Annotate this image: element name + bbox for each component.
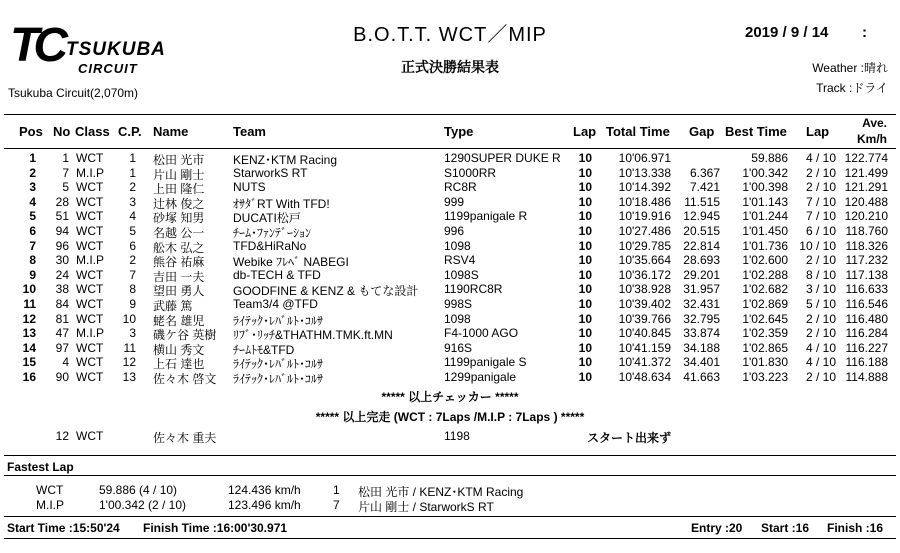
result-ave-speed: 116.227 [845, 340, 888, 355]
result-gap: 34.401 [683, 355, 720, 370]
fastest-row [0, 483, 900, 498]
result-no: 97 [55, 340, 69, 355]
result-team: KENZ･KTM Racing [233, 153, 338, 167]
result-team: ｵｻﾀﾞRT With TFD! [233, 196, 330, 211]
result-lap: 10 [578, 180, 592, 195]
result-gap: 34.188 [683, 340, 720, 355]
page-title: B.O.T.T. WCT／MIP [353, 24, 547, 46]
result-lap: 10 [578, 282, 592, 297]
table-row [0, 180, 900, 195]
result-no: 90 [55, 370, 69, 384]
table-row [0, 326, 900, 341]
result-gap: 41.663 [683, 370, 720, 384]
result-name: 吉田 一夫 [153, 269, 205, 284]
result-gap: 28.693 [683, 253, 720, 268]
result-type: 1199panigale S [444, 355, 527, 370]
result-gap: 32.795 [683, 311, 720, 326]
result-pos: 11 [23, 297, 36, 311]
fastest-top-rule [4, 455, 896, 456]
fastest-class: WCT [36, 483, 64, 497]
fastest-speed: 123.496 km/h [228, 498, 301, 512]
result-team: ﾗｲﾃｯｸ･ﾚﾊﾞﾙﾄ･ｺﾙｻ [233, 313, 324, 328]
result-type: 1098S [444, 267, 479, 282]
result-ave-speed: 118.760 [845, 224, 888, 238]
result-type: S1000RR [444, 165, 497, 180]
result-total-time: 10'18.486 [618, 194, 671, 209]
col-lap-header: Lap [573, 124, 597, 139]
result-class: M.I.P [76, 326, 105, 341]
result-best-lap: 2 / 10 [805, 165, 836, 180]
result-cp: 6 [129, 238, 136, 253]
result-cp: 2 [129, 180, 136, 195]
entry-count: Entry :20 [691, 521, 743, 535]
result-pos: 1 [29, 151, 36, 165]
result-type: 999 [444, 194, 465, 209]
table-row [0, 282, 900, 297]
result-lap: 10 [578, 326, 592, 341]
result-best-lap: 3 / 10 [805, 282, 836, 297]
result-gap: 11.515 [684, 194, 720, 209]
result-pos: 7 [29, 238, 36, 253]
result-best-lap: 6 / 10 [805, 224, 836, 238]
col-team-header: Team [233, 124, 266, 139]
logo-circuit-text: CIRCUIT [78, 61, 138, 76]
result-name: 上石 達也 [153, 357, 205, 372]
dns-name: 佐々木 重夫 [153, 431, 217, 445]
result-class: WCT [76, 238, 104, 253]
col-best-header: Best Time [725, 124, 787, 139]
dns-row [0, 429, 900, 444]
result-team: GOODFINE & KENZ & もてな設計 [233, 284, 419, 299]
result-total-time: 10'48.634 [618, 370, 671, 384]
result-ave-speed: 116.546 [845, 297, 888, 311]
result-pos: 3 [29, 180, 36, 195]
result-no: 94 [55, 224, 69, 238]
start-count: Start :16 [761, 521, 810, 535]
result-name: 名越 公一 [153, 226, 205, 240]
result-no: 30 [55, 253, 69, 268]
result-best-time: 1'01.143 [742, 194, 788, 209]
result-best-time: 1'02.682 [742, 282, 788, 297]
result-class: WCT [76, 267, 104, 282]
finish-note: ***** 以上完走 (WCT : 7Laps /M.I.P : 7Laps ) ***** [315, 410, 585, 424]
result-best-time: 1'02.600 [742, 253, 788, 268]
result-lap: 10 [578, 238, 592, 253]
result-name: 片山 剛士 [153, 167, 205, 182]
page-subtitle: 正式決勝結果表 [401, 59, 499, 75]
result-best-lap: 2 / 10 [805, 180, 836, 195]
result-cp: 8 [129, 282, 136, 297]
result-team: Team3/4 @TFD [233, 297, 318, 311]
result-team: ﾘﾌﾞ･ﾘｯﾁ&THATHM.TMK.ft.MN [233, 328, 393, 343]
result-cp: 7 [129, 267, 136, 282]
result-ave-speed: 116.633 [845, 282, 888, 297]
result-team: NUTS [233, 180, 266, 195]
result-class: WCT [76, 311, 104, 326]
result-no: 24 [55, 267, 69, 282]
fastest-lap-title: Fastest Lap [7, 460, 74, 474]
result-ave-speed: 120.488 [844, 194, 888, 209]
result-total-time: 10'41.372 [618, 355, 671, 370]
result-pos: 4 [29, 194, 36, 209]
result-ave-speed: 116.284 [845, 326, 888, 341]
result-cp: 3 [129, 194, 136, 209]
result-best-time: 1'01.244 [742, 209, 788, 224]
table-row [0, 151, 900, 166]
result-type: RC8R [444, 180, 477, 195]
result-pos: 16 [22, 370, 36, 384]
result-total-time: 10'36.172 [618, 267, 671, 282]
result-best-time: 1'00.398 [742, 180, 788, 195]
result-best-time: 59.886 [751, 151, 788, 165]
result-pos: 15 [22, 355, 36, 370]
result-no: 51 [55, 209, 69, 224]
dns-type: 1198 [444, 429, 470, 443]
result-total-time: 10'27.486 [618, 224, 671, 238]
result-total-time: 10'13.338 [618, 165, 671, 180]
result-no: 38 [55, 282, 69, 297]
result-pos: 8 [29, 253, 36, 268]
result-pos: 13 [22, 326, 36, 341]
result-class: WCT [76, 355, 104, 370]
result-class: WCT [76, 370, 104, 384]
result-ave-speed: 122.774 [844, 151, 888, 165]
bottom-rule [4, 538, 896, 539]
result-total-time: 10'38.928 [618, 282, 671, 297]
col-pos-header: Pos [19, 124, 43, 139]
result-total-time: 10'19.916 [618, 209, 671, 224]
result-best-time: 1'01.450 [742, 224, 788, 238]
result-name: 磯ケ谷 英樹 [153, 328, 217, 343]
result-cp: 3 [129, 326, 136, 341]
result-best-time: 1'02.869 [742, 297, 788, 311]
result-best-lap: 2 / 10 [805, 370, 836, 384]
result-team: ﾁｰﾑﾄﾓ&TFD [233, 342, 295, 357]
result-no: 7 [62, 165, 69, 180]
dns-status: スタート出来ず [587, 431, 672, 445]
result-team: StarworkS RT [233, 165, 308, 180]
result-class: WCT [76, 209, 104, 224]
fastest-driver: 松田 光市 / KENZ･KTM Racing [358, 485, 524, 499]
result-gap: 12.945 [683, 209, 720, 224]
result-type: 1199panigale R [444, 209, 528, 224]
result-no: 96 [55, 238, 69, 253]
result-best-lap: 2 / 10 [805, 326, 836, 341]
table-row [0, 253, 900, 268]
result-class: WCT [76, 340, 104, 355]
result-type: 998S [444, 297, 473, 311]
result-cp: 9 [129, 297, 136, 311]
result-no: 4 [62, 355, 69, 370]
result-lap: 10 [578, 370, 592, 384]
result-cp: 5 [129, 224, 136, 238]
result-ave-speed: 114.888 [845, 370, 888, 384]
fastest-speed: 124.436 km/h [228, 483, 301, 497]
footer-rule [4, 516, 896, 517]
result-lap: 10 [578, 355, 592, 370]
result-team: Webike ﾌﾚﾍﾞ NABEGI [233, 255, 349, 270]
result-type: 916S [444, 340, 473, 355]
result-lap: 10 [578, 311, 592, 326]
result-cp: 13 [122, 370, 136, 384]
col-ave-header: Ave. [862, 116, 887, 130]
result-lap: 10 [578, 340, 592, 355]
col-total-header: Total Time [606, 124, 670, 139]
result-gap: 31.957 [683, 282, 720, 297]
result-name: 蛯名 雄児 [153, 313, 205, 328]
result-best-lap: 4 / 10 [805, 340, 836, 355]
result-pos: 6 [29, 224, 36, 238]
table-header-rule [4, 148, 896, 149]
result-total-time: 10'29.785 [618, 238, 671, 253]
result-best-time: 1'03.223 [742, 370, 788, 384]
result-name: 砂塚 知男 [153, 211, 205, 226]
result-no: 84 [55, 297, 69, 311]
table-row [0, 224, 900, 239]
result-best-lap: 7 / 10 [805, 209, 836, 224]
result-total-time: 10'14.392 [618, 180, 671, 195]
result-no: 1 [62, 151, 69, 165]
result-class: WCT [76, 194, 104, 209]
race-date: 2019 / 9 / 14 [745, 24, 829, 41]
result-gap: 33.874 [683, 326, 720, 341]
result-no: 5 [62, 180, 69, 195]
col-no-header: No [53, 124, 71, 139]
result-total-time: 10'41.159 [618, 340, 671, 355]
fastest-no: 1 [333, 483, 340, 497]
table-row [0, 166, 900, 181]
result-no: 81 [55, 311, 69, 326]
result-ave-speed: 118.326 [845, 238, 888, 253]
result-ave-speed: 116.188 [845, 355, 888, 370]
result-cp: 12 [122, 355, 136, 370]
result-name: 佐々木 啓文 [153, 372, 217, 386]
result-best-time: 1'02.359 [742, 326, 788, 341]
result-lap: 10 [578, 165, 592, 180]
fastest-row [0, 498, 900, 513]
result-pos: 9 [29, 267, 36, 282]
result-name: 舩木 弘之 [153, 240, 205, 255]
result-ave-speed: 121.291 [844, 180, 888, 195]
result-best-lap: 4 / 10 [805, 151, 836, 165]
result-best-time: 1'01.736 [742, 238, 788, 253]
result-team: ﾁｰﾑ･ﾌｧﾝﾃﾞｰｼｮﾝ [233, 226, 312, 240]
result-lap: 10 [578, 267, 592, 282]
col-bestlap-header: Lap [806, 124, 830, 139]
fastest-driver: 片山 剛士 / StarworkS RT [358, 500, 494, 514]
result-no: 28 [55, 194, 69, 209]
result-type: 1299panigale [444, 370, 517, 384]
track-label: Track :ドライ [816, 81, 888, 95]
col-cp-header: C.P. [118, 124, 142, 139]
result-best-time: 1'02.865 [742, 340, 788, 355]
result-class: M.I.P [76, 253, 105, 268]
col-name-header: Name [153, 124, 189, 139]
result-type: 1098 [444, 311, 471, 326]
fastest-time: 1'00.342 (2 / 10) [99, 498, 187, 512]
result-class: WCT [76, 282, 104, 297]
result-type: 1190RC8R [444, 282, 503, 297]
result-ave-speed: 116.480 [845, 311, 888, 326]
result-best-lap: 5 / 10 [805, 297, 836, 311]
result-total-time: 10'06.971 [618, 151, 671, 165]
result-best-lap: 2 / 10 [805, 253, 836, 268]
fastest-class: M.I.P [36, 498, 65, 512]
result-pos: 12 [22, 311, 36, 326]
result-gap: 29.201 [683, 267, 720, 282]
result-lap: 10 [578, 253, 592, 268]
table-top-rule [4, 114, 896, 115]
table-row [0, 370, 900, 385]
table-row [0, 355, 900, 370]
result-type: 1098 [444, 238, 471, 253]
result-best-time: 1'02.288 [742, 267, 788, 282]
result-lap: 10 [578, 194, 592, 209]
result-lap: 10 [578, 209, 592, 224]
result-gap: 22.814 [683, 238, 720, 253]
result-cp: 11 [123, 340, 136, 355]
result-class: WCT [76, 297, 104, 311]
weather-label: Weather :晴れ [812, 61, 888, 75]
table-row [0, 209, 900, 224]
result-ave-speed: 117.232 [845, 253, 888, 268]
result-no: 47 [55, 326, 69, 341]
result-pos: 2 [29, 165, 36, 180]
result-gap: 32.431 [683, 297, 720, 311]
result-class: WCT [76, 180, 104, 195]
result-class: M.I.P [76, 165, 105, 180]
result-lap: 10 [578, 297, 592, 311]
result-team: ﾗｲﾃｯｸ･ﾚﾊﾞﾙﾄ･ｺﾙｻ [233, 372, 324, 386]
result-total-time: 10'35.664 [618, 253, 671, 268]
result-class: WCT [76, 151, 104, 165]
result-type: 1290SUPER DUKE R [444, 151, 561, 165]
table-row [0, 312, 900, 327]
result-team: db-TECH & TFD [233, 267, 321, 282]
result-name: 松田 光市 [153, 153, 205, 167]
result-class: WCT [76, 224, 104, 238]
result-cp: 10 [122, 311, 136, 326]
table-row [0, 341, 900, 356]
result-name: 望田 勇人 [153, 284, 205, 299]
result-name: 辻林 俊之 [153, 196, 205, 211]
start-time: Start Time :15:50'24 [7, 521, 120, 535]
result-best-lap: 4 / 10 [805, 355, 836, 370]
result-type: 996 [444, 224, 465, 238]
result-type: F4-1000 AGO [444, 326, 519, 341]
result-pos: 10 [22, 282, 36, 297]
result-cp: 1 [129, 151, 136, 165]
result-best-time: 1'02.645 [742, 311, 788, 326]
result-ave-speed: 121.499 [844, 165, 888, 180]
result-team: DUCATI松戸 [233, 211, 301, 226]
result-name: 上田 隆仁 [153, 182, 205, 197]
col-class-header: Class [75, 124, 110, 139]
finish-time: Finish Time :16:00'30.971 [143, 521, 288, 535]
result-gap: 6.367 [689, 165, 720, 180]
table-row [0, 268, 900, 283]
col-kmh-header: Km/h [857, 132, 887, 146]
result-name: 横山 秀文 [153, 342, 205, 357]
result-total-time: 10'39.402 [618, 297, 671, 311]
result-total-time: 10'39.766 [618, 311, 671, 326]
result-lap: 10 [578, 224, 592, 238]
dns-class: WCT [76, 429, 104, 443]
result-cp: 2 [129, 253, 136, 268]
result-best-time: 1'01.830 [742, 355, 788, 370]
dns-no: 12 [55, 429, 69, 443]
result-name: 熊谷 祐麻 [153, 255, 205, 270]
checker-note: ***** 以上チェッカー ***** [381, 390, 519, 404]
result-ave-speed: 117.138 [845, 267, 888, 282]
result-best-time: 1'00.342 [742, 165, 788, 180]
table-row [0, 297, 900, 312]
logo-tsukuba-text: TSUKUBA [66, 39, 166, 60]
fastest-time: 59.886 (4 / 10) [99, 483, 178, 497]
result-type: RSV4 [444, 253, 476, 268]
table-row [0, 239, 900, 254]
date-colon: : [862, 24, 867, 41]
result-lap: 10 [578, 151, 592, 165]
venue-label: Tsukuba Circuit(2,070m) [8, 86, 139, 100]
result-ave-speed: 120.210 [844, 209, 888, 224]
col-type-header: Type [444, 124, 474, 139]
result-cp: 1 [129, 165, 136, 180]
logo-tc-mark: TC [10, 19, 62, 72]
table-row [0, 195, 900, 210]
finish-count: Finish :16 [827, 521, 884, 535]
result-cp: 4 [129, 209, 136, 224]
result-gap: 7.421 [689, 180, 720, 195]
result-total-time: 10'40.845 [618, 326, 671, 341]
fastest-title-rule [4, 475, 896, 476]
result-name: 武藤 篤 [153, 299, 193, 313]
result-team: ﾗｲﾃｯｸ･ﾚﾊﾞﾙﾄ･ｺﾙｻ [233, 357, 324, 372]
result-best-lap: 7 / 10 [805, 194, 836, 209]
result-pos: 5 [29, 209, 36, 224]
col-gap-header: Gap [689, 124, 715, 139]
result-team: TFD&HiRaNo [233, 238, 307, 253]
result-best-lap: 2 / 10 [805, 311, 836, 326]
result-pos: 14 [22, 340, 36, 355]
result-best-lap: 10 / 10 [799, 238, 836, 253]
result-gap: 20.515 [683, 224, 720, 238]
result-best-lap: 8 / 10 [805, 267, 836, 282]
fastest-no: 7 [333, 498, 340, 512]
